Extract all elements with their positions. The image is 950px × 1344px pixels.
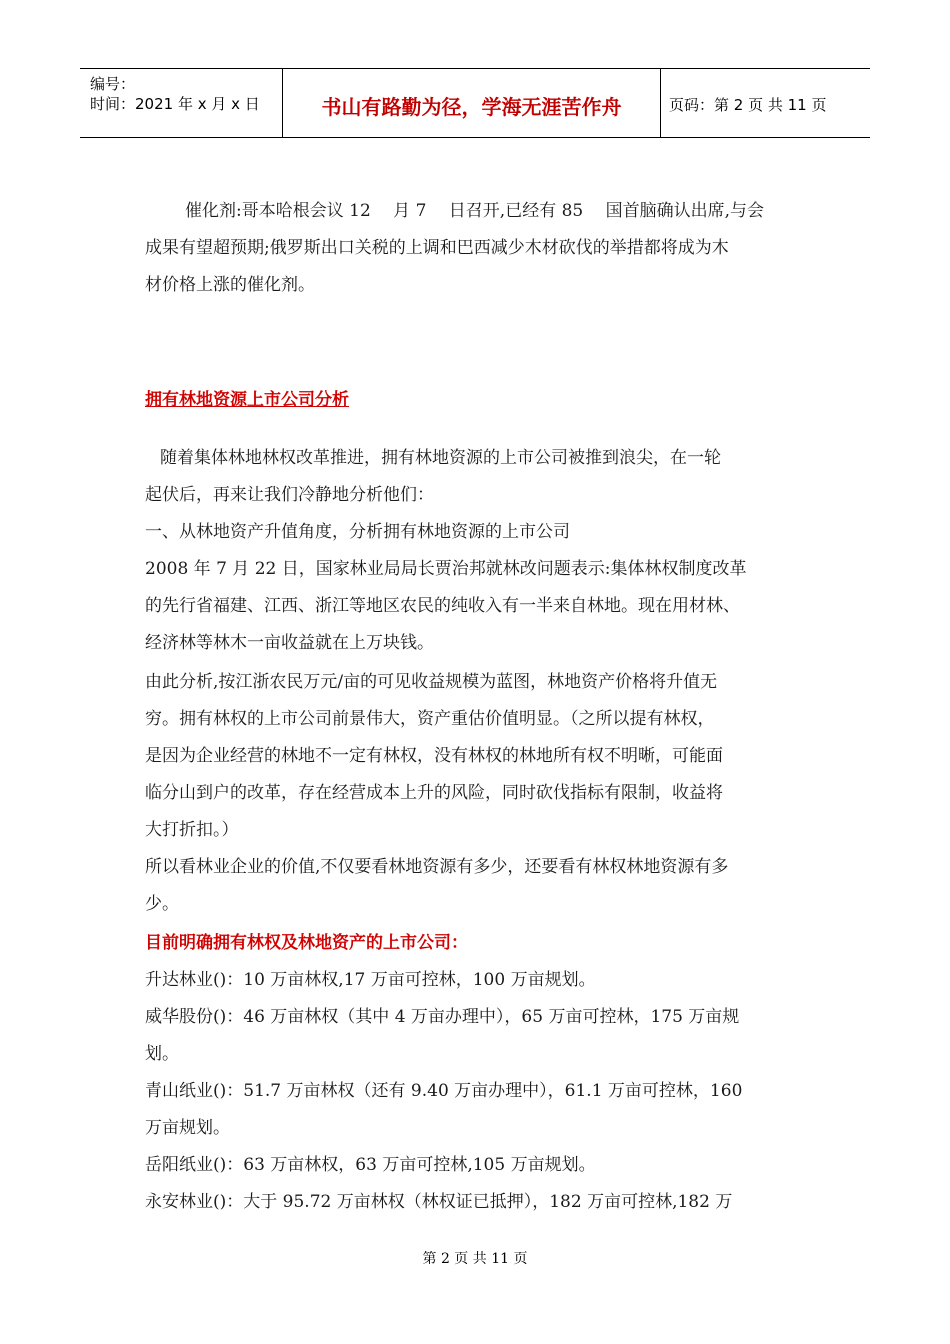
paragraph-line: 少。 xyxy=(145,894,179,914)
paragraph-line: 经济林等林木一亩收益就在上万块钱。 xyxy=(145,633,434,653)
paragraph-line: 随着集体林地林权改革推进，拥有林地资源的上市公司被推到浪尖，在一轮 xyxy=(160,448,721,468)
company-entry: 岳阳纸业()：63 万亩林权，63 万亩可控林,105 万亩规划。 xyxy=(145,1155,596,1175)
paragraph-line: 2008 年 7 月 22 日，国家林业局局长贾治邦就林改问题表示:集体林权制度改革 xyxy=(145,559,747,579)
company-entry: 威华股份()：46 万亩林权（其中 4 万亩办理中），65 万亩可控林，175 万亩规 xyxy=(145,1007,740,1027)
company-entry: 升达林业()：10 万亩林权,17 万亩可控林，100 万亩规划。 xyxy=(145,970,596,990)
page-code: 页码：第 2 页 共 11 页 xyxy=(669,96,827,114)
company-entry: 划。 xyxy=(145,1044,179,1064)
company-entry: 永安林业()：大于 95.72 万亩林权（林权证已抵押），182 万亩可控林,182 万 xyxy=(145,1192,733,1212)
paragraph-line: 大打折扣。） xyxy=(145,820,239,840)
company-list-heading: 目前明确拥有林权及林地资产的上市公司： xyxy=(145,933,468,953)
paragraph-line: 起伏后，再来让我们冷静地分析他们： xyxy=(145,485,434,505)
paragraph-line: 穷。拥有林权的上市公司前景伟大，资产重估价值明显。（之所以提有林权， xyxy=(145,709,715,729)
paragraph-line: 由此分析,按江浙农民万元/亩的可见收益规模为蓝图，林地资产价格将升值无 xyxy=(145,672,718,692)
paragraph-line: 催化剂:哥本哈根会议 12 月 7 日召开,已经有 85 国首脑确认出席,与会 xyxy=(185,201,765,221)
document-header xyxy=(80,68,870,138)
paragraph-line: 材价格上涨的催化剂。 xyxy=(145,275,315,295)
company-entry: 青山纸业()：51.7 万亩林权（还有 9.40 万亩办理中），61.1 万亩可控林，160 xyxy=(145,1081,743,1101)
paragraph-line: 临分山到户的改革，存在经营成本上升的风险，同时砍伐指标有限制，收益将 xyxy=(145,783,723,803)
paragraph-line: 成果有望超预期;俄罗斯出口关税的上调和巴西减少木材砍伐的举措都将成为木 xyxy=(145,238,729,258)
header-info-cell xyxy=(80,69,283,137)
time-label: 时间：2021 年 x 月 x 日 xyxy=(90,95,260,113)
header-motto-cell xyxy=(283,69,661,137)
paragraph-line: 是因为企业经营的林地不一定有林权，没有林权的林地所有权不明晰，可能面 xyxy=(145,746,723,766)
page-footer: 第 2 页 共 11 页 xyxy=(422,1251,528,1267)
paragraph-line: 所以看林业企业的价值,不仅要看林地资源有多少，还要看有林权林地资源有多 xyxy=(145,857,729,877)
paragraph-line: 一、从林地资产升值角度，分析拥有林地资源的上市公司 xyxy=(145,522,570,542)
number-label: 编号： xyxy=(90,75,136,93)
motto-text: 书山有路勤为径，学海无涯苦作舟 xyxy=(321,95,622,119)
header-page-cell xyxy=(661,69,870,137)
paragraph-line: 的先行省福建、江西、浙江等地区农民的纯收入有一半来自林地。现在用材林、 xyxy=(145,596,740,616)
section-title-link[interactable]: 拥有林地资源上市公司分析 xyxy=(145,390,349,410)
company-entry: 万亩规划。 xyxy=(145,1118,230,1138)
